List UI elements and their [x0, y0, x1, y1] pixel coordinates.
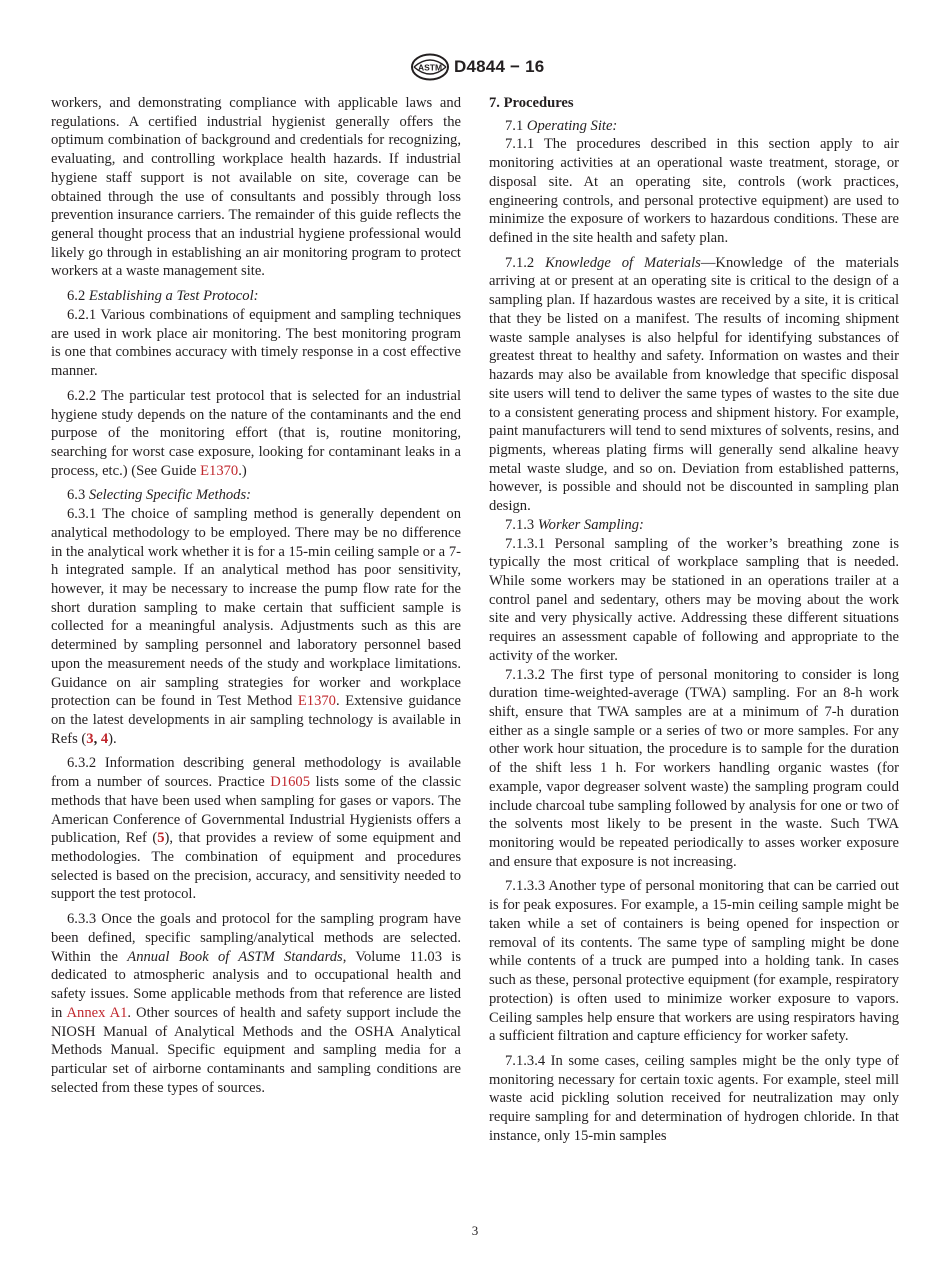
paragraph-6-2-1: 6.2.1 Various combinations of equipment and sampling techniques are used in work place air monitoring. The best monitoring program is one that combines accuracy with timely response in a cost effective manner. [51, 306, 461, 380]
ref-3-link[interactable]: 3 [86, 730, 94, 747]
paragraph-7-1-3-3: 7.1.3.3 Another type of personal monitoring that can be carried out is for peak exposures. For example, a 15-min ceiling sample might be taken while a set of containers is being opened for inspection or removal of its contents. The same type of sampling might be done while contents of a truck are pumped into a holding tank. In cases such as these, personal protective equipment (for example, respiratory protection) is often used to minimize worker exposure to vapors. Ceiling samples help ensure that workers are using respirators having a sufficient filtration and capture efficiency for worker safety. [489, 878, 899, 1045]
left-column [51, 94, 461, 1097]
astm-logo-icon [410, 53, 450, 81]
paragraph-7-1-3-2: 7.1.3.2 The first type of personal monitoring to consider is long duration time-weighted-average (TWA) sampling. For an 8-h work shift, ensure that TWA samples are at a minimum of 7-h duration either as a single sample or a series of two or more samples. For any other work hour situation, the procedure is to sample for the duration of the shift less 1 h. For workers handling organic wastes (for example, vapor degreaser solvent waste) the sampling program could include charcoal tube sampling followed by analysis for one or two of the solvents most likely to be present in the waste. Such TWA monitoring would be repeated periodically to asses worker exposure and ensure that exposure is not increasing. [489, 666, 899, 870]
paragraph-7-1-1: 7.1.1 The procedures described in this section apply to air monitoring activities at an operational waste treatment, storage, or disposal site. At an operating site, controls (work practices, engineering controls, and personal protective equipment) are used to minimize the exposure of workers to hazardous conditions. These are defined in the site health and safety plan. [489, 136, 899, 247]
paragraph-6-2-2: 6.2.2 The particular test protocol that is selected for an industrial hygiene study depends on the nature of the contaminants and the end purpose of the monitoring effort (that is, routine monitoring, searching for worst case exposure, looking for contaminant leaks in a process, etc.) (See Guide E1370.) [51, 387, 461, 479]
paragraph-7-1-3-4: 7.1.3.4 In some cases, ceiling samples might be the only type of monitoring necessary for certain toxic agents. For example, steel mill waste acid pickling solution received for neutralization may only require sampling for and determination of hydrogen chloride. In that instance, only 15-min samples [489, 1052, 899, 1144]
ref-4-link[interactable]: 4 [100, 730, 109, 747]
heading-7-1: 7.1 Operating Site: [505, 117, 618, 134]
ref-d1605-link[interactable]: D1605 [270, 774, 311, 791]
page-number: 3 [471, 1223, 479, 1238]
paragraph-6-3-1: 6.3.1 The choice of sampling method is generally dependent on analytical methodology to be employed. There may be no difference in the analytical work whether it is for a 15-min ceiling sample or a 7-h integrated sample. If an analytical method has poor sensitivity, however, it may be necessary to increase the pump flow rate for the short duration sampling to make certain that sufficient sample is collected for a meaningful analysis. Adjustments such as this are determined by sampling personnel and laboratory personnel based upon the measurement needs of the study and workplace limitations. Guidance on air sampling strategies for worker and workplace protection can be found in Test Method E1370. Extensive guidance on the latest developments in air sampling technology is available in Refs (3, 4). [51, 506, 462, 747]
heading-6-3: 6.3 Selecting Specific Methods: [67, 487, 251, 504]
paragraph-7-1-2: 7.1.2 Knowledge of Materials—Knowledge of the materials arriving at or present at an operating site is critical to the design of a sampling plan. If hazardous wastes are received by a site, it is critical that they be listed on a manifest. The results of incoming shipment waste sample analyses is also helpful for identifying substances of greatest threat to healthy and safety. Information on wastes and their hazards may also be available from knowledge that specific disposal site users will tend to deliver the same types of wastes to the site due to a consistent generating process and shipment history. For example, paint manufacturers will tend to send mixtures of solvents, resins, and pigments, whereas plating firms will generally send alkaline heavy metal waste sludge, and so on. Deviation from established patterns, however, is possible and should not be discounted in sampling plan design. [489, 254, 899, 515]
paragraph-6-3-3: 6.3.3 Once the goals and protocol for the sampling program have been defined, specific sampling/analytical methods are selected. Within the Annual Book of ASTM Standards, Volume 11.03 is dedicated to atmospheric analysis and to occupational health and safety issues. Some applicable methods from that reference are listed in Annex A1. Other sources of health and safety support include the NIOSH Manual of Analytical Methods and the OSHA Analytical Methods Manual. Specific equipment and sampling media for a particular set of airborne contaminants and sampling conditions are selected from these types of sources. [51, 911, 461, 1096]
svg-text:ASTM: ASTM [417, 62, 443, 73]
heading-7-1-3: 7.1.3 Worker Sampling: [505, 516, 644, 533]
document-id: D4844 − 16 [454, 57, 545, 76]
section-7-heading: 7. Procedures [489, 95, 574, 111]
paragraph-7-1-3-1: 7.1.3.1 Personal sampling of the worker’s breathing zone is typically the most critical of workplace sampling that is needed. While some workers may be stationed in an operations trailer at a control panel and sedentary, others may be moving about the work site and very physically active. Addressing these different situations requires an assessment capable of following and appropriate to the activity of the worker. [489, 535, 899, 664]
paragraph-6-3-2: 6.3.2 Information describing general methodology is available from a number of sources. Practice D1605 lists some of the classic methods that have been used when sampling for gases or vapors. The American Conference of Governmental Industrial Hygienists offers a publication, Ref (5), that provides a review of some equipment and methodologies. The combination of equipment and procedures selected is based on the precision, accuracy, and sensitivity needed to support the test protocol. [51, 755, 461, 903]
ref-5-link[interactable]: 5 [157, 830, 165, 847]
ref-e1370-link[interactable]: E1370 [297, 693, 336, 710]
page-header [0, 52, 950, 84]
right-column [489, 94, 899, 1146]
paragraph-intro: workers, and demonstrating compliance with applicable laws and regulations. A certified industrial hygienist generally offers the optimum combination of background and credentials for recognizing, evaluating, and controlling workplace health hazards. If industrial hygiene staff support is not available on site, coverage can be obtained through the use of consultants and possibly through loss prevention insurance carriers. The remainder of this guide reflects the general thought process that an industrial hygiene professional would likely go through in establishing an air monitoring program to protect workers at a waste management site. [51, 95, 461, 280]
heading-6-2: 6.2 Establishing a Test Protocol: [67, 288, 259, 305]
ref-e1370-link[interactable]: E1370 [200, 462, 239, 479]
ref-annex-a1-link[interactable]: Annex A1 [66, 1004, 128, 1021]
